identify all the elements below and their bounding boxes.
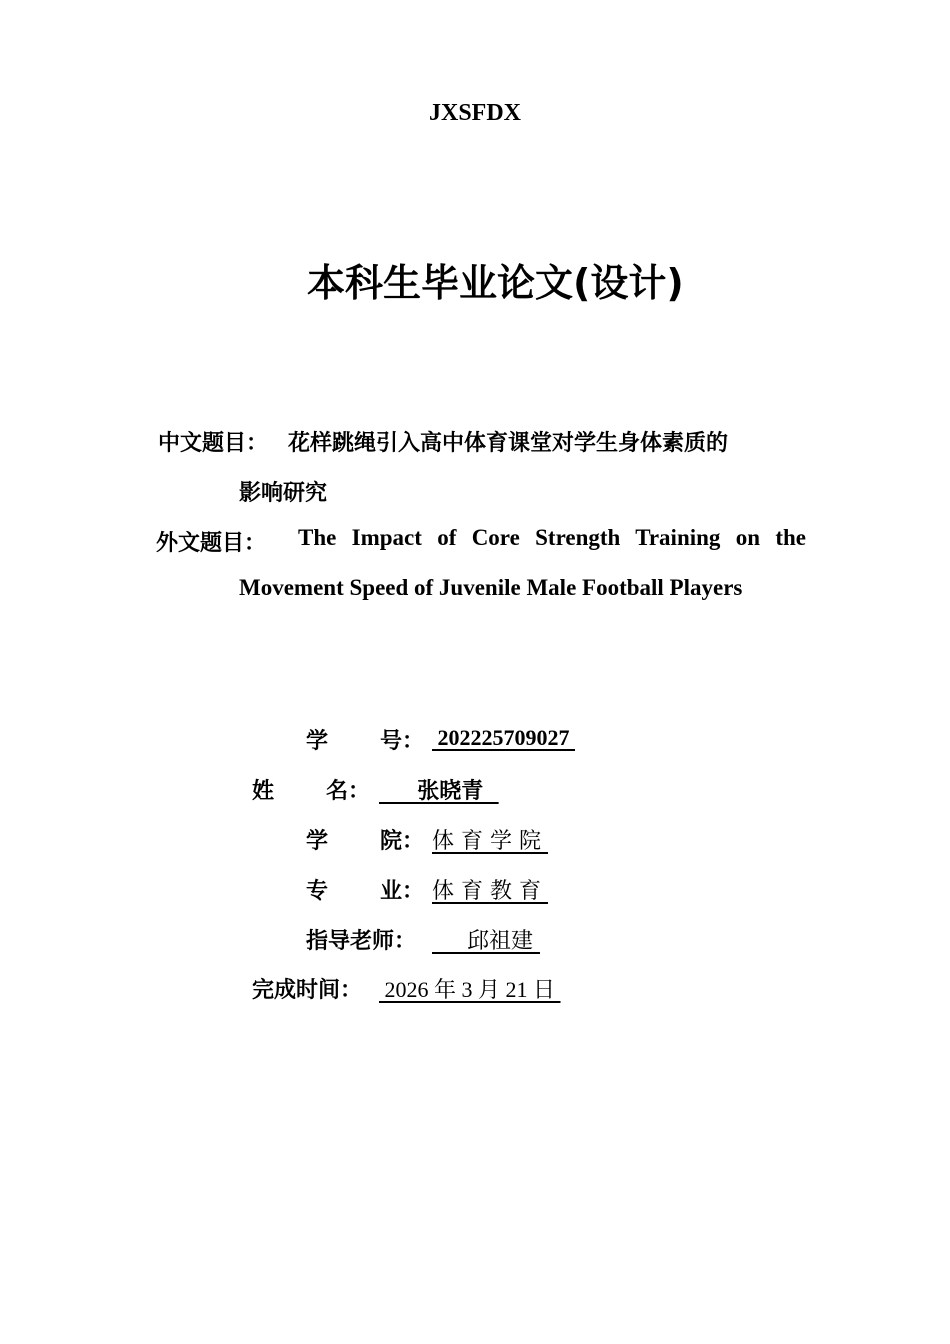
- school-code: JXSFDX: [428, 100, 521, 126]
- student-id-value: 202225709027: [432, 725, 575, 750]
- chinese-title-label: 中文题目：: [158, 431, 269, 456]
- name-label-a: 姓: [252, 779, 275, 804]
- completion-date-label: 完成时间：: [252, 978, 363, 1003]
- chinese-title-line-2: 影响研究: [239, 481, 328, 506]
- advisor-label: 指导老师：: [306, 929, 417, 954]
- major-label-b: 业：: [380, 879, 425, 904]
- college-value: 体 育 学 院: [432, 829, 548, 854]
- college-label-a: 学: [306, 829, 329, 854]
- name-label: [252, 774, 370, 805]
- completion-date-value: 2026 年 3 月 21 日: [379, 977, 561, 1002]
- document-title: 本科生毕业论文(设计): [307, 261, 684, 305]
- student-id-label: [306, 724, 424, 755]
- college-label-b: 院：: [380, 829, 425, 854]
- student-id-label-b: 号：: [380, 729, 425, 754]
- foreign-title-label: 外文题目：: [156, 531, 267, 556]
- foreign-title-line-1: The Impact of Core Strength Training on the: [298, 525, 806, 550]
- chinese-title-line-1: 花样跳绳引入高中体育课堂对学生身体素质的: [288, 431, 729, 456]
- college-label: [306, 824, 424, 855]
- foreign-title-line-2: Movement Speed of Juvenile Male Football Players: [239, 575, 743, 600]
- major-value: 体 育 教 育: [432, 879, 548, 904]
- advisor-value: 邱祖建: [432, 929, 540, 954]
- major-label-a: 专: [306, 879, 329, 904]
- major-label: [306, 874, 424, 905]
- name-value: 张晓青: [379, 779, 499, 804]
- name-label-b: 名：: [326, 779, 371, 804]
- student-id-label-a: 学: [306, 729, 329, 754]
